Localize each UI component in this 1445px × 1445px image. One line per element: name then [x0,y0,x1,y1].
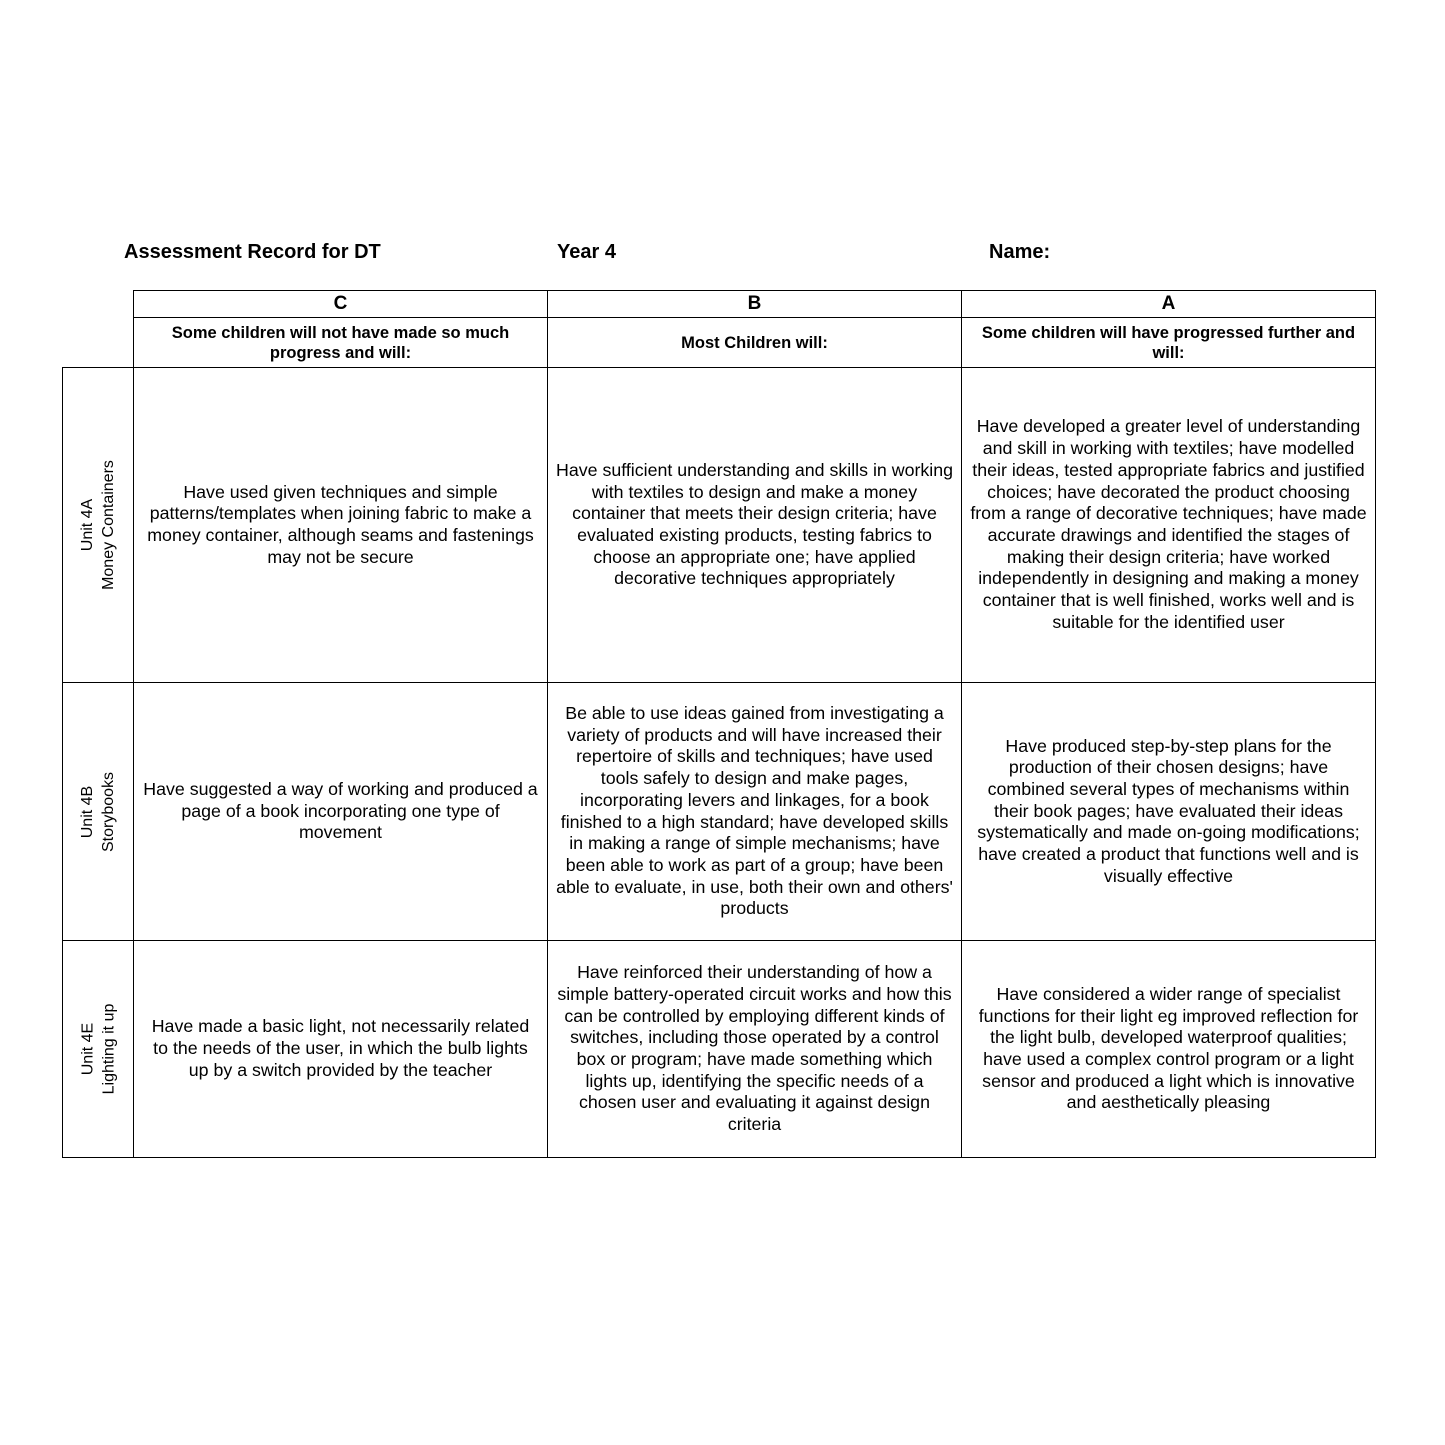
table-cell [547,682,962,941]
unit-code: Unit 4A [79,498,96,552]
table-cell [961,940,1376,1158]
cell-text: Have produced step-by-step plans for the production of their chosen designs; have combined several types of mechanisms within their book pages; have evaluated their ideas systematically and made on-going modifications; have created a product that functions well and is visually effective [977,735,1360,886]
unit-code: Unit 4E [79,1022,97,1076]
row-header-unit-4e [62,940,134,1158]
grade-header-a: A [961,290,1376,318]
cell-text: Have used given techniques and simple patterns/templates when joining fabric to make a money container, although seams and fastenings may not be secure [147,481,534,567]
grade-header-b: B [547,290,962,318]
year-label: Year 4 [557,241,616,263]
column-description-text: Most Children will: [681,333,828,352]
unit-topic: Storybooks [100,771,118,852]
table-cell [961,367,1376,683]
table-cell [547,367,962,683]
column-description-a [961,317,1376,368]
table-cell [961,682,1376,941]
table-cell [133,682,548,941]
table-cell [133,940,548,1158]
cell-text: Have developed a greater level of understanding and skill in working with textiles; have modelled their ideas, tested appropriate fabrics and justified choices; have decorated the product choosing from a range of decorative techniques; have made accurate drawings and identified the stages of making their design criteria; have worked independently in designing and making a money container that is well finished, works well and is suitable for the identified user [970,416,1367,632]
cell-text: Have suggested a way of working and produced a page of a book incorporating one type of movement [143,778,538,843]
cell-text: Have considered a wider range of specialist functions for their light eg improved reflection for the light bulb, developed waterproof qualities; have used a complex control program or a light sensor and produced a light which is innovative and aesthetically pleasing [978,983,1359,1113]
assessment-table [62,290,1376,1158]
column-description-text: Some children will not have made so much progress and will: [171,323,510,362]
table-cell [547,940,962,1158]
unit-label [77,460,119,590]
cell-text: Be able to use ideas gained from investigating a variety of products and will have increased their repertoire of skills and techniques; have used tools safely to design and make pages, incorporating levers and linkages, for a book finished to a high standard; have developed skills in making a range of simple mechanisms; have been able to work as part of a group; have been able to evaluate, in use, both their own and others' products [556,702,953,919]
cell-text: Have sufficient understanding and skills in working with textiles to design and make a money container that meets their design criteria; have evaluated existing products, testing fabrics to choose an appropriate one; have applied decorative techniques appropriately [556,459,954,589]
unit-label [77,1004,119,1095]
unit-code: Unit 4B [79,785,97,838]
table-cell [133,367,548,683]
name-label: Name: [989,241,1051,263]
cell-text: Have made a basic light, not necessarily related to the needs of the user, in which the bulb lights up by a switch provided by the teacher [151,1016,530,1080]
column-description-c [133,317,548,368]
row-header-unit-4b [62,682,134,941]
column-description-text: Some children will have progressed further and will: [981,323,1356,362]
row-header-unit-4a [62,367,134,683]
document-title: Assessment Record for DT [124,241,381,263]
cell-text: Have reinforced their understanding of how a simple battery-operated circuit works and how this can be controlled by employing different kinds of switches, including those operated by a control box or program; have made something which lights up, identifying the specific needs of a chosen user and evaluating it against design criteria [557,962,952,1135]
grade-header-c: C [133,290,548,318]
unit-topic: Money Containers [100,460,117,590]
column-description-b [547,317,962,368]
unit-topic: Lighting it up [100,1003,118,1095]
unit-label [77,771,119,851]
